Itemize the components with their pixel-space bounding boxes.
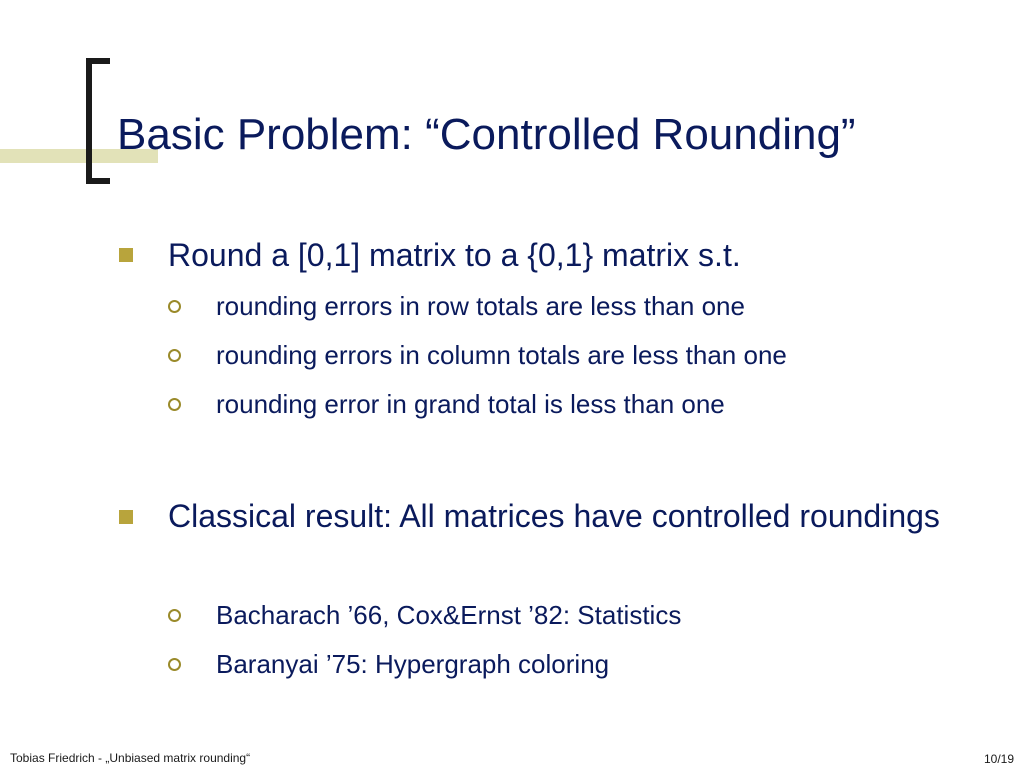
bullet-item: Round a [0,1] matrix to a {0,1} matrix s.t. xyxy=(168,237,741,273)
sub-bullet-item: rounding error in grand total is less than one xyxy=(216,389,725,419)
circle-bullet-icon xyxy=(168,609,181,622)
footer-author-title: Tobias Friedrich - „Unbiased matrix rounding“ xyxy=(10,751,251,765)
bullet-item: Classical result: All matrices have controlled roundings xyxy=(168,498,940,534)
circle-bullet-icon xyxy=(168,658,181,671)
circle-bullet-icon xyxy=(168,300,181,313)
square-bullet-icon xyxy=(119,510,133,524)
sub-bullet-item: Bacharach ’66, Cox&Ernst ’82: Statistics xyxy=(216,600,682,630)
page-number: 10/19 xyxy=(983,752,1014,766)
circle-bullet-icon xyxy=(168,398,181,411)
slide-title: Basic Problem: “Controlled Rounding” xyxy=(117,110,856,159)
sub-bullet-item: rounding errors in row totals are less than one xyxy=(216,291,745,321)
square-bullet-icon xyxy=(119,248,133,262)
sub-bullet-item: Baranyai ’75: Hypergraph coloring xyxy=(216,649,610,679)
sub-bullet-item: rounding errors in column totals are less than one xyxy=(216,340,787,370)
circle-bullet-icon xyxy=(168,349,181,362)
